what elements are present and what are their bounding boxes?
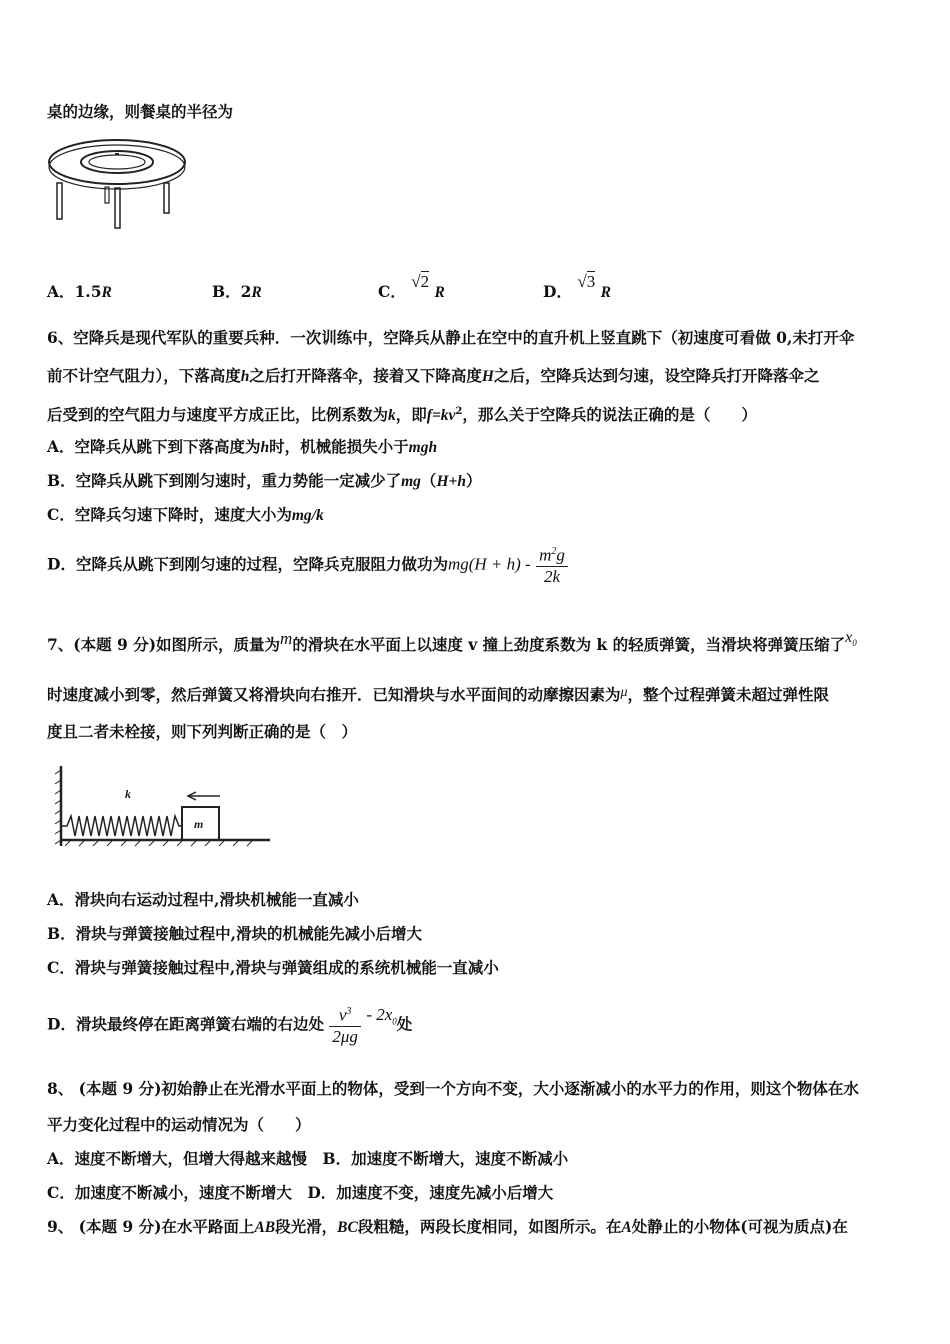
q7-option-d-fraction: $\frac{v^3}{2\mu g}$ [329,1002,361,1047]
q6-option-d-expr: mg(H + h) - [447,554,531,574]
q7-line-2: 时速度减小到零，然后弹簧又将滑块向右推开．已知滑块与水平面间的动摩擦因素为μ，整个过程弹簧未超过弹性限 [47,685,830,704]
q8-options-ab[interactable]: A．速度不断增大，但增大得越来越慢 B．加速度不断增大，速度不断减小 [47,1149,569,1168]
q7-line-3: 度且二者未栓接，则下列判断正确的是（ ） [47,722,358,741]
intro-text: 桌的边缘，则餐桌的半径为 [47,102,234,121]
q5-option-a-label: A．1.5 [47,282,102,301]
q8-line-1: 8、 (本题 9 分)初始静止在光滑水平面上的物体，受到一个方向不变，大小逐渐减小的水平力的作用，则这个物体在水 [47,1079,859,1098]
q8-line-2: 平力变化过程中的运动情况为（ ） [47,1115,311,1134]
q5-option-c[interactable] [378,272,445,304]
q8-options-cd[interactable]: C．加速度不断减小，速度不断增大 D．加速度不变，速度先减小后增大 [47,1183,554,1202]
fig-m-label: m [194,817,204,831]
q5-option-a-var: R [101,284,112,301]
q6-option-d-fraction: $\frac{m^2g}{2k}$ [536,542,568,587]
q5-option-c-var: R [434,284,445,301]
q7-option-c[interactable]: C．滑块与弹簧接触过程中,滑块与弹簧组成的系统机械能一直减小 [47,958,499,977]
q5-option-b-var: R [251,284,262,301]
q5-option-d-var: R [600,284,611,301]
q5-option-b[interactable] [212,281,262,304]
q7-option-a[interactable]: A．滑块向右运动过程中,滑块机械能一直减小 [47,890,359,909]
q5-option-d[interactable] [543,272,611,304]
q6-option-b[interactable]: B．空降兵从跳下到刚匀速时，重力势能一定减少了mg（H+h） [47,471,482,490]
q5-option-a[interactable] [47,281,112,304]
q7-option-b[interactable]: B．滑块与弹簧接触过程中,滑块的机械能先减小后增大 [47,924,422,943]
q6-line-1: 6、空降兵是现代军队的重要兵种．一次训练中，空降兵从静止在空中的直升机上竖直跳下（初速度可看做 0,未打开伞 [47,328,855,347]
q6-line-2: 前不计空气阻力），下落高度h之后打开降落伞，接着又下降高度H之后，空降兵达到匀速，设空降兵打开降落伞之 [47,366,820,385]
q7-option-d[interactable]: D．滑块最终停在距离弹簧右端的右边处 $\frac{v^3}{2\mu g}$ - $2x_0$处 [47,1002,412,1047]
q5-option-c-label: C． [378,282,406,301]
q5-option-c-sqrt: √2 [411,272,430,291]
q5-option-d-label: D． [543,282,572,301]
q9-line-1: 9、 (本题 9 分)在水平路面上AB段光滑，BC段粗糙，两段长度相同，如图所示。在A处静止的小物体(可视为质点)在 [47,1217,848,1236]
q6-option-c[interactable]: C．空降兵匀速下降时，速度大小为mg/k [47,505,324,524]
q5-option-d-sqrt: √3 [577,272,596,291]
q6-option-d[interactable]: D．空降兵从跳下到刚匀速的过程，空降兵克服阻力做功为mg(H + h) - $\frac{m^2g}{2k}$ [47,542,568,587]
spring-block-figure [55,760,275,855]
table-figure [47,137,197,232]
q7-line-1: 7、(本题 9 分)如图所示，质量为m的滑块在水平面上以速度 v 撞上劲度系数为 k 的轻质弹簧，当滑块将弹簧压缩了$x_0$ [47,629,857,654]
q6-line-3: 后受到的空气阻力与速度平方成正比，比例系数为k，即$f=kv^2$，那么关于空降兵的说法正确的是（ ） [47,405,757,425]
fig-k-label: k [125,787,131,801]
q5-option-b-label: B．2 [212,282,252,301]
q6-option-a[interactable]: A．空降兵从跳下到下落高度为h时，机械能损失小于mgh [47,437,438,456]
